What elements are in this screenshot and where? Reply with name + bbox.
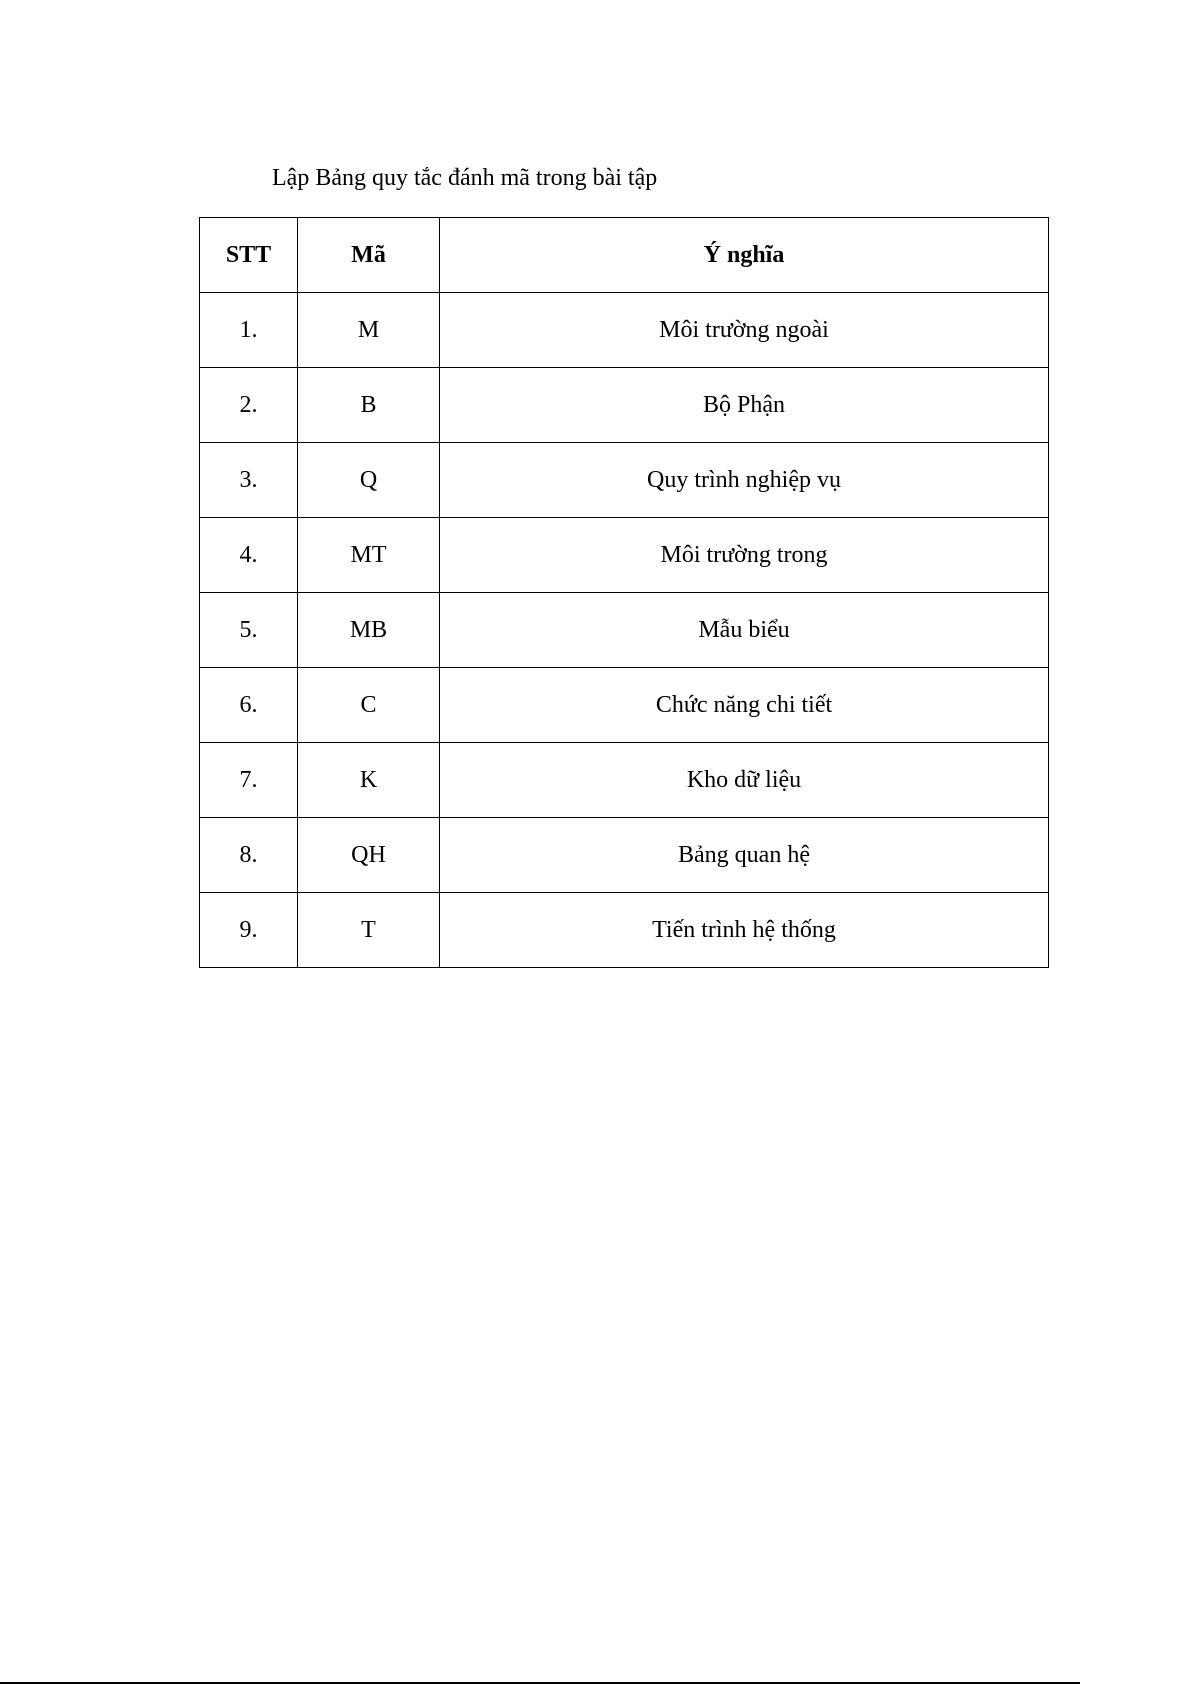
row-stt: 4.	[200, 518, 298, 593]
row-code: B	[298, 368, 440, 443]
table-row	[200, 368, 1049, 443]
header-meaning: Ý nghĩa	[440, 218, 1049, 293]
row-meaning: Tiến trình hệ thống	[440, 893, 1049, 968]
table-row	[200, 293, 1049, 368]
header-stt: STT	[200, 218, 298, 293]
row-meaning: Bảng quan hệ	[440, 818, 1049, 893]
table-row	[200, 668, 1049, 743]
row-code: MB	[298, 593, 440, 668]
table-header-row	[200, 218, 1049, 293]
row-code: M	[298, 293, 440, 368]
row-code: C	[298, 668, 440, 743]
table-row	[200, 818, 1049, 893]
row-code: MT	[298, 518, 440, 593]
table-row	[200, 518, 1049, 593]
row-meaning: Mẫu biểu	[440, 593, 1049, 668]
table-row	[200, 443, 1049, 518]
row-code: T	[298, 893, 440, 968]
row-code: K	[298, 743, 440, 818]
row-stt: 9.	[200, 893, 298, 968]
row-meaning: Bộ Phận	[440, 368, 1049, 443]
row-meaning: Quy trình nghiệp vụ	[440, 443, 1049, 518]
row-meaning: Chức năng chi tiết	[440, 668, 1049, 743]
table-row	[200, 743, 1049, 818]
table-caption: Lập Bảng quy tắc đánh mã trong bài tập	[272, 165, 658, 191]
row-code: Q	[298, 443, 440, 518]
row-stt: 5.	[200, 593, 298, 668]
row-stt: 7.	[200, 743, 298, 818]
row-stt: 8.	[200, 818, 298, 893]
coding-rules-table	[199, 217, 1049, 968]
table-row	[200, 593, 1049, 668]
page-bottom-rule	[0, 1682, 1080, 1684]
row-stt: 3.	[200, 443, 298, 518]
row-stt: 1.	[200, 293, 298, 368]
table-row	[200, 893, 1049, 968]
header-code: Mã	[298, 218, 440, 293]
row-stt: 2.	[200, 368, 298, 443]
row-meaning: Môi trường ngoài	[440, 293, 1049, 368]
row-stt: 6.	[200, 668, 298, 743]
row-meaning: Kho dữ liệu	[440, 743, 1049, 818]
row-meaning: Môi trường trong	[440, 518, 1049, 593]
row-code: QH	[298, 818, 440, 893]
